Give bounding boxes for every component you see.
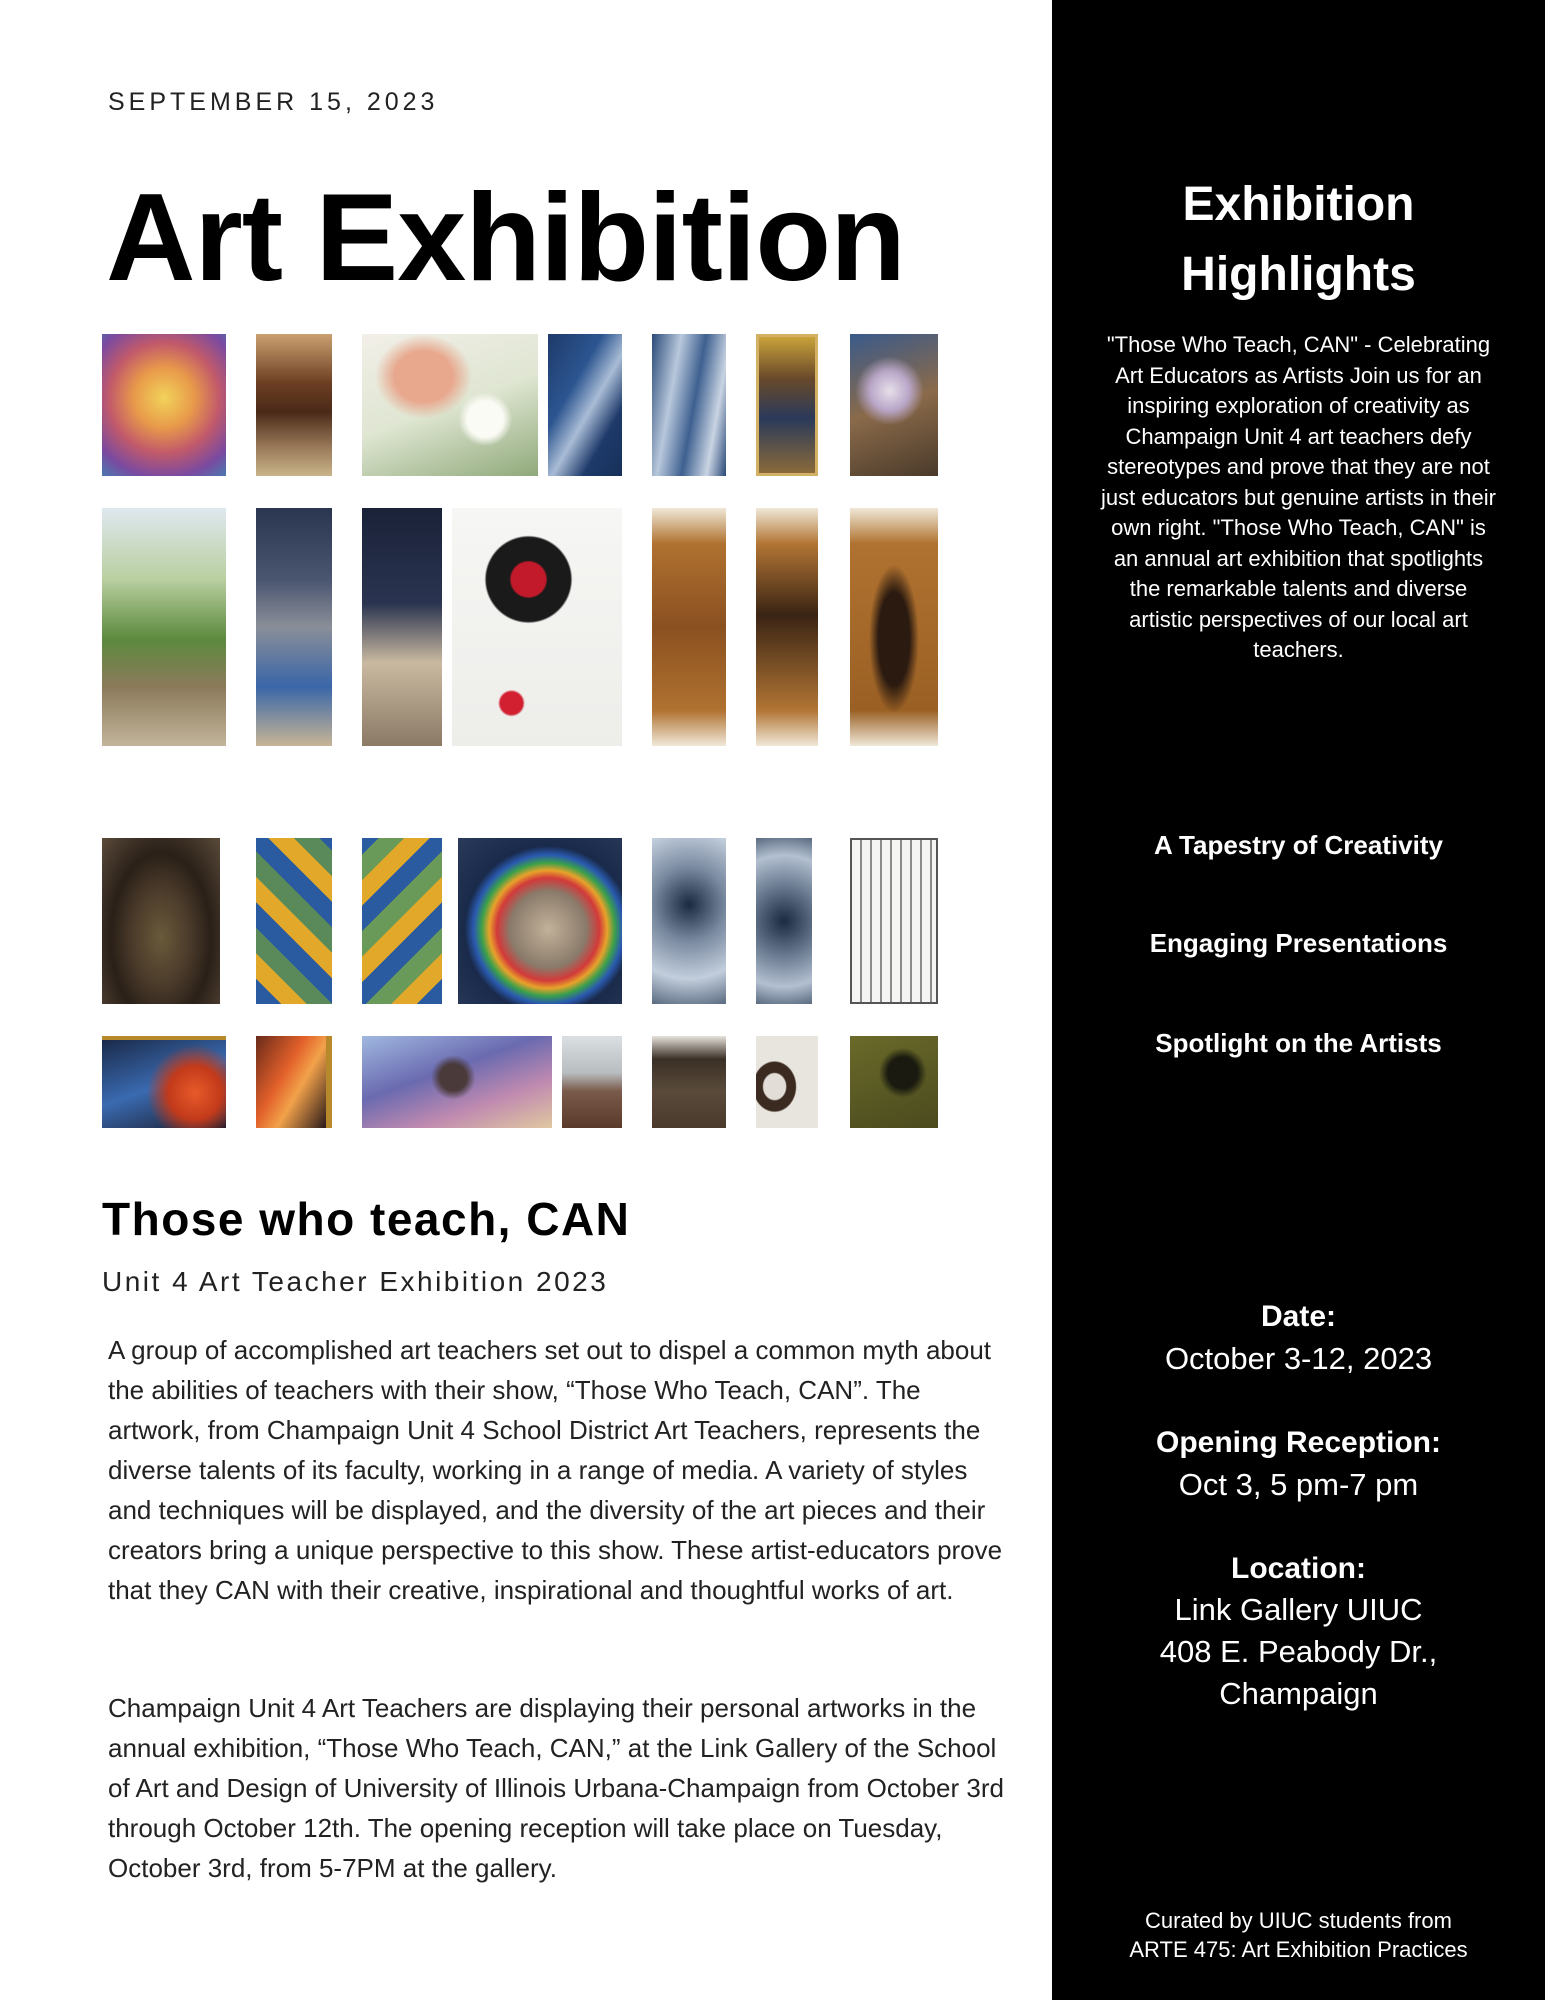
sidebar-title-line-1: Exhibition [1182, 178, 1415, 231]
location-gallery: Link Gallery UIUC [1174, 1592, 1423, 1627]
artwork-porch-steps [362, 508, 442, 746]
artwork-abstract-circle [102, 334, 226, 476]
artwork-snake-print-1 [652, 508, 726, 746]
publish-date: SEPTEMBER 15, 2023 [108, 88, 439, 116]
artwork-ceramic-pitcher [562, 1036, 622, 1128]
exhibition-subtitle: Unit 4 Art Teacher Exhibition 2023 [102, 1266, 609, 1297]
artwork-rainbow-mirror [458, 838, 622, 1004]
page-title: Art Exhibition [106, 169, 905, 307]
artwork-snake-print-3 [850, 508, 938, 746]
artwork-framed-night-painting [102, 1036, 226, 1128]
artwork-portrait-glasses [362, 1036, 552, 1128]
artwork-bird-print [452, 508, 622, 746]
artwork-ceramic-mug [652, 1036, 726, 1128]
artwork-blue-abstract-2 [756, 838, 812, 1004]
artwork-shell-collage [850, 334, 938, 476]
reception-label: Opening Reception: [1156, 1426, 1441, 1459]
artwork-blue-fabric-1 [548, 334, 622, 476]
description-paragraph-2: Champaign Unit 4 Art Teachers are displaying their personal artworks in the annual exhibition, “Those Who Teach, CAN,” at the Link Gallery of the School of Art and Design of University of Illinois Urbana-Champaign from October 3rd through October 12th. The opening reception will take place on Tuesday, October 3rd, from 5-7PM at the gallery. [108, 1693, 1004, 1883]
description-paragraph-1: A group of accomplished art teachers set out to dispel a common myth about the abilities of teachers with their show, “Those Who Teach, CAN”. The artwork, from Champaign Unit 4 School District Art Teachers, represents the diverse talents of its faculty, working in a range of media. A variety of styles and techniques will be displayed, and the diversity of the art pieces and their creators bring a unique perspective to this show. These artist-educators prove that they CAN with their creative, inspirational and thoughtful works of art. [108, 1335, 1003, 1605]
curator-credit [1052, 1906, 1545, 1964]
sidebar-highlights [1052, 0, 1545, 2000]
date-label: Date: [1260, 1300, 1336, 1333]
artwork-hand-flowers [362, 334, 538, 476]
highlight-tapestry: A Tapestry of Creativity [1154, 830, 1443, 860]
curator-credit-line-2: ARTE 475: Art Exhibition Practices [1129, 1937, 1468, 1962]
artwork-snake-green [850, 1036, 938, 1128]
exhibition-name: Those who teach, CAN [102, 1193, 631, 1245]
artwork-mug-handle [756, 1036, 818, 1128]
artwork-framed-fire-painting [256, 1036, 332, 1128]
artwork-forest-drawing [850, 838, 938, 1004]
artwork-snake-print-2 [756, 508, 818, 746]
artwork-geometric-pattern-2 [362, 838, 442, 1004]
artwork-dog-painting [256, 508, 332, 746]
artwork-child-portrait [256, 334, 332, 476]
sidebar-title-line-2: Highlights [1181, 248, 1416, 301]
artwork-tree-landscape [102, 508, 226, 746]
highlight-presentations: Engaging Presentations [1149, 928, 1448, 958]
artwork-blue-abstract-1 [652, 838, 726, 1004]
reception-value: Oct 3, 5 pm-7 pm [1178, 1467, 1419, 1502]
date-value: October 3-12, 2023 [1164, 1341, 1433, 1376]
location-city: Champaign [1219, 1676, 1378, 1711]
sidebar-intro: "Those Who Teach, CAN" - Celebrating Art Educators as Artists Join us for an inspiring exploration of creativity as Champaign Unit 4 art teachers defy stereotypes and prove that they are not just educators but genuine artists in their own right. "Those Who Teach, CAN" is an annual art exhibition that spotlights the remarkable talents and diverse artistic perspectives of our local art teachers. [1100, 332, 1496, 662]
artwork-blue-fabric-2 [652, 334, 726, 476]
artwork-geometric-pattern-1 [256, 838, 332, 1004]
artwork-framed-collage [756, 334, 818, 476]
highlight-artists: Spotlight on the Artists [1155, 1028, 1442, 1058]
sidebar-title [1052, 170, 1545, 310]
location-label: Location: [1231, 1552, 1366, 1585]
location-street: 408 E. Peabody Dr., [1159, 1634, 1438, 1669]
curator-credit-line-1: Curated by UIUC students from [1145, 1908, 1452, 1933]
artwork-ceramic-jar [102, 838, 220, 1004]
